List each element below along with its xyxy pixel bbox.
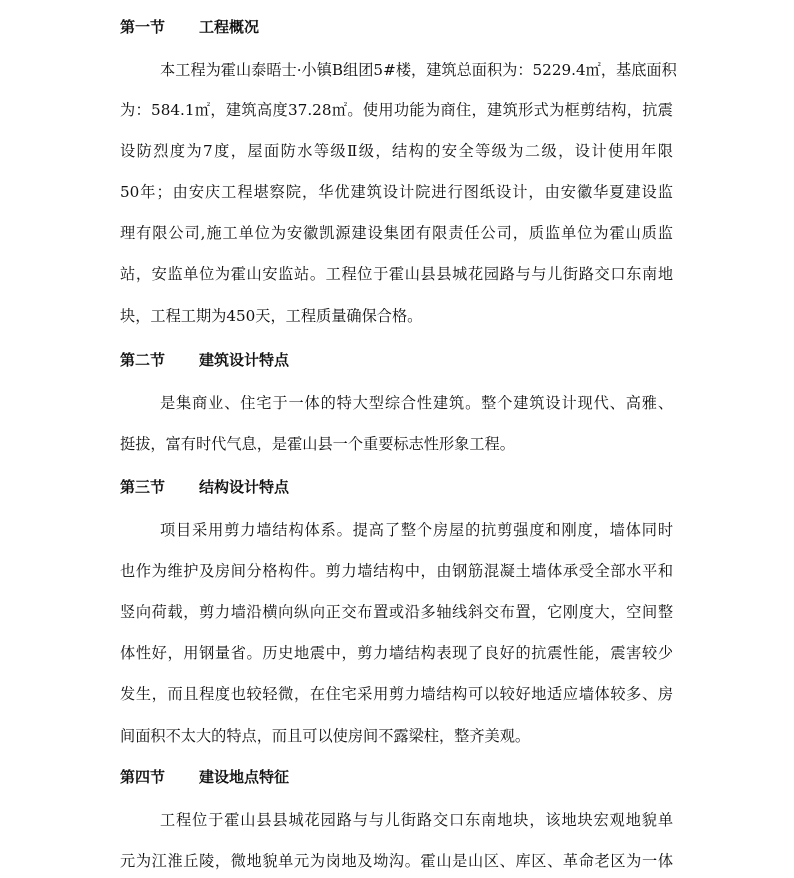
section-number: 第二节 <box>120 351 166 369</box>
paragraph-line: 工程位于霍山县县城花园路与与儿街路交口东南地块，该地块宏观地貌单 <box>160 811 673 829</box>
paragraph-line: 站，安监单位为霍山安监站。工程位于霍山县县城花园路与与儿街路交口东南地 <box>120 265 673 283</box>
section-heading <box>120 17 259 37</box>
section-number: 第四节 <box>120 768 166 786</box>
section-title: 工程概况 <box>199 18 260 36</box>
paragraph-line: 理有限公司,施工单位为安徽凯源建设集团有限责任公司，质监单位为霍山质监 <box>120 224 673 242</box>
paragraph-line: 项目采用剪力墙结构体系。提高了整个房屋的抗剪强度和刚度，墙体同时 <box>160 521 673 539</box>
section-heading <box>120 767 289 787</box>
paragraph-line: 50年；由安庆工程堪察院，华优建筑设计院进行图纸设计，由安徽华夏建设监 <box>120 183 673 201</box>
section-heading <box>120 477 289 497</box>
section-number: 第一节 <box>120 18 166 36</box>
paragraph-line: 体性好，用钢量省。历史地震中，剪力墙结构表现了良好的抗震性能，震害较少 <box>120 644 673 662</box>
paragraph-line: 挺拔，富有时代气息，是霍山县一个重要标志性形象工程。 <box>120 435 515 453</box>
paragraph-line: 块，工程工期为450天，工程质量确保合格。 <box>120 307 423 325</box>
paragraph-line: 间面积不太大的特点，而且可以使房间不露梁柱，整齐美观。 <box>120 727 531 745</box>
paragraph-line: 元为江淮丘陵，微地貌单元为岗地及坳沟。霍山是山区、库区、革命老区为一体 <box>120 852 673 870</box>
paragraph-line: 设防烈度为7度，屋面防水等级Ⅱ级，结构的安全等级为二级，设计使用年限 <box>120 142 673 160</box>
paragraph-line: 是集商业、住宅于一体的特大型综合性建筑。整个建筑设计现代、高雅、 <box>160 394 673 412</box>
section-title: 建设地点特征 <box>199 768 290 786</box>
paragraph-line: 为：584.1㎡，建筑高度37.28㎡。使用功能为商住，建筑形式为框剪结构，抗震 <box>120 101 673 119</box>
section-title: 建筑设计特点 <box>199 351 290 369</box>
paragraph-line: 也作为维护及房间分格构件。剪力墙结构中，由钢筋混凝土墙体承受全部水平和 <box>120 562 673 580</box>
section-heading <box>120 350 289 370</box>
paragraph-line: 本工程为霍山泰晤士·小镇B组团5#楼，建筑总面积为：5229.4㎡，基底面积 <box>160 61 677 79</box>
section-title: 结构设计特点 <box>199 478 290 496</box>
section-number: 第三节 <box>120 478 166 496</box>
paragraph-line: 竖向荷载，剪力墙沿横向纵向正交布置或沿多轴线斜交布置，它刚度大，空间整 <box>120 603 673 621</box>
paragraph-line: 发生，而且程度也较轻微，在住宅采用剪力墙结构可以较好地适应墙体较多、房 <box>120 685 673 703</box>
